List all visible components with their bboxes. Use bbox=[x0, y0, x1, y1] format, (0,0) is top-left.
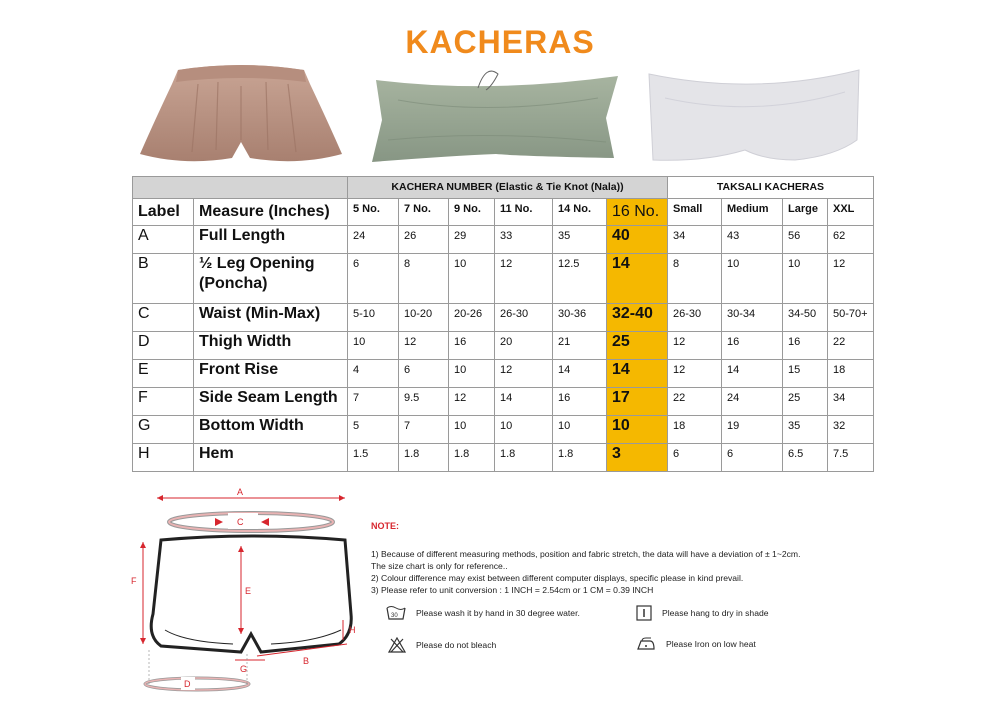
header-measure: Measure (Inches) bbox=[194, 199, 348, 226]
cell-value: 10 bbox=[722, 254, 783, 304]
row-measure-text-2: (Poncha) bbox=[199, 275, 268, 292]
care-iron-text: Please Iron on low heat bbox=[666, 639, 756, 649]
size-chart-table bbox=[132, 176, 874, 472]
row-label: D bbox=[133, 332, 194, 360]
cell-value: 12 bbox=[495, 360, 553, 388]
cell-value: 16 bbox=[553, 388, 607, 416]
table-row bbox=[133, 360, 874, 388]
cell-value: 7.5 bbox=[828, 444, 874, 472]
cell-value: 18 bbox=[828, 360, 874, 388]
cell-value: 7 bbox=[348, 388, 399, 416]
cell-value: 20-26 bbox=[449, 304, 495, 332]
diagram-label-c: C bbox=[237, 517, 244, 527]
row-label: C bbox=[133, 304, 194, 332]
cell-value: 16 bbox=[449, 332, 495, 360]
cell-value: 33 bbox=[495, 226, 553, 254]
table-group-header-row bbox=[133, 177, 874, 199]
cell-value: 6 bbox=[399, 360, 449, 388]
notes-heading: NOTE: bbox=[371, 521, 399, 531]
notes-section bbox=[371, 520, 891, 596]
cell-value: 34 bbox=[828, 388, 874, 416]
cell-value: 21 bbox=[553, 332, 607, 360]
header-size: 14 No. bbox=[553, 199, 607, 226]
group-header-kachera-number: KACHERA NUMBER (Elastic & Tie Knot (Nala)) bbox=[348, 177, 668, 199]
cell-value: 12 bbox=[828, 254, 874, 304]
cell-value: 6.5 bbox=[783, 444, 828, 472]
cell-value: 30-34 bbox=[722, 304, 783, 332]
cell-value: 10-20 bbox=[399, 304, 449, 332]
row-measure-text: Hem bbox=[199, 445, 234, 462]
cell-value: 22 bbox=[828, 332, 874, 360]
cell-value: 34 bbox=[668, 226, 722, 254]
header-size: 9 No. bbox=[449, 199, 495, 226]
row-measure-text: Side Seam Length bbox=[199, 389, 338, 406]
row-measure bbox=[194, 388, 348, 416]
cell-value: 26-30 bbox=[668, 304, 722, 332]
row-measure bbox=[194, 254, 348, 304]
cell-value: 43 bbox=[722, 226, 783, 254]
cell-value: 20 bbox=[495, 332, 553, 360]
header-size: 5 No. bbox=[348, 199, 399, 226]
cell-value: 30-36 bbox=[553, 304, 607, 332]
cell-value: 62 bbox=[828, 226, 874, 254]
cell-value: 5-10 bbox=[348, 304, 399, 332]
diagram-label-h: H bbox=[349, 625, 356, 635]
page-title: KACHERAS bbox=[405, 24, 595, 60]
cell-value: 4 bbox=[348, 360, 399, 388]
cell-highlighted: 3 bbox=[607, 444, 668, 472]
cell-value: 1.8 bbox=[495, 444, 553, 472]
cell-value: 9.5 bbox=[399, 388, 449, 416]
cell-value: 18 bbox=[668, 416, 722, 444]
cell-highlighted: 40 bbox=[607, 226, 668, 254]
cell-value: 16 bbox=[783, 332, 828, 360]
dry-in-shade-icon bbox=[636, 605, 652, 621]
header-size: Large bbox=[783, 199, 828, 226]
row-measure-text: Front Rise bbox=[199, 361, 279, 378]
cell-value: 6 bbox=[348, 254, 399, 304]
hand-wash-icon bbox=[386, 605, 406, 621]
care-wash-text: Please wash it by hand in 30 degree water. bbox=[416, 608, 580, 618]
cell-value: 14 bbox=[553, 360, 607, 388]
table-row bbox=[133, 226, 874, 254]
diagram-label-d: D bbox=[184, 679, 191, 689]
cell-value: 12 bbox=[399, 332, 449, 360]
care-bleach-text: Please do not bleach bbox=[416, 640, 497, 650]
row-label: E bbox=[133, 360, 194, 388]
cell-value: 35 bbox=[783, 416, 828, 444]
cell-value: 10 bbox=[553, 416, 607, 444]
cell-value: 25 bbox=[783, 388, 828, 416]
product-photo-white-kachera bbox=[645, 68, 865, 164]
cell-value: 24 bbox=[722, 388, 783, 416]
row-measure-text: Full Length bbox=[199, 227, 286, 244]
care-bleach bbox=[388, 637, 496, 653]
row-measure-text: Waist (Min-Max) bbox=[199, 305, 321, 322]
header-size: 11 No. bbox=[495, 199, 553, 226]
iron-low-heat-icon bbox=[636, 637, 656, 651]
cell-value: 1.8 bbox=[399, 444, 449, 472]
row-label: G bbox=[133, 416, 194, 444]
cell-value: 14 bbox=[495, 388, 553, 416]
row-measure bbox=[194, 444, 348, 472]
row-measure bbox=[194, 304, 348, 332]
svg-text:30: 30 bbox=[391, 613, 398, 619]
header-label: Label bbox=[133, 199, 194, 226]
diagram-label-e: E bbox=[245, 586, 252, 596]
cell-highlighted: 25 bbox=[607, 332, 668, 360]
row-measure-text: ½ Leg Opening bbox=[199, 255, 315, 272]
cell-value: 34-50 bbox=[783, 304, 828, 332]
row-measure bbox=[194, 226, 348, 254]
row-label: B bbox=[133, 254, 194, 304]
cell-value: 10 bbox=[449, 416, 495, 444]
cell-value: 35 bbox=[553, 226, 607, 254]
row-label: H bbox=[133, 444, 194, 472]
cell-value: 12.5 bbox=[553, 254, 607, 304]
table-row bbox=[133, 444, 874, 472]
product-photo-brown-kachera bbox=[138, 62, 344, 168]
cell-value: 10 bbox=[449, 254, 495, 304]
cell-value: 12 bbox=[495, 254, 553, 304]
cell-value: 16 bbox=[722, 332, 783, 360]
cell-value: 1.8 bbox=[553, 444, 607, 472]
care-hang-text: Please hang to dry in shade bbox=[662, 608, 769, 618]
group-header-taksali: TAKSALI KACHERAS bbox=[668, 177, 874, 199]
table-row bbox=[133, 332, 874, 360]
table-row bbox=[133, 304, 874, 332]
note-1b: The size chart is only for reference.. bbox=[371, 561, 508, 571]
cell-highlighted: 14 bbox=[607, 360, 668, 388]
cell-value: 24 bbox=[348, 226, 399, 254]
measurement-diagram bbox=[125, 484, 370, 701]
cell-value: 6 bbox=[722, 444, 783, 472]
note-3: 3) Please refer to unit conversion : 1 INCH = 2.54cm or 1 CM = 0.39 INCH bbox=[371, 585, 654, 595]
cell-value: 12 bbox=[668, 360, 722, 388]
cell-value: 32 bbox=[828, 416, 874, 444]
note-1: 1) Because of different measuring methods, position and fabric stretch, the data will have a deviation of ± 1~2cm. bbox=[371, 549, 801, 559]
product-photo-green-kachera bbox=[368, 60, 623, 170]
diagram-label-a: A bbox=[237, 487, 244, 497]
care-hang bbox=[636, 605, 769, 621]
cell-value: 1.8 bbox=[449, 444, 495, 472]
cell-value: 56 bbox=[783, 226, 828, 254]
table-header-row bbox=[133, 199, 874, 226]
row-measure bbox=[194, 416, 348, 444]
header-size-highlighted: 16 No. bbox=[607, 199, 668, 226]
cell-value: 8 bbox=[668, 254, 722, 304]
cell-value: 6 bbox=[668, 444, 722, 472]
header-size: Small bbox=[668, 199, 722, 226]
cell-value: 12 bbox=[449, 388, 495, 416]
cell-value: 19 bbox=[722, 416, 783, 444]
cell-value: 10 bbox=[495, 416, 553, 444]
care-iron bbox=[636, 637, 756, 651]
table-row bbox=[133, 388, 874, 416]
cell-value: 5 bbox=[348, 416, 399, 444]
row-measure-text: Bottom Width bbox=[199, 417, 304, 434]
cell-highlighted: 10 bbox=[607, 416, 668, 444]
cell-highlighted: 14 bbox=[607, 254, 668, 304]
header-size: XXL bbox=[828, 199, 874, 226]
cell-value: 50-70+ bbox=[828, 304, 874, 332]
row-measure bbox=[194, 360, 348, 388]
cell-value: 1.5 bbox=[348, 444, 399, 472]
header-size: Medium bbox=[722, 199, 783, 226]
cell-highlighted: 32-40 bbox=[607, 304, 668, 332]
cell-value: 29 bbox=[449, 226, 495, 254]
header-size: 7 No. bbox=[399, 199, 449, 226]
cell-value: 10 bbox=[783, 254, 828, 304]
row-measure bbox=[194, 332, 348, 360]
cell-highlighted: 17 bbox=[607, 388, 668, 416]
diagram-label-b: B bbox=[303, 656, 310, 666]
diagram-label-f: F bbox=[131, 576, 137, 586]
cell-value: 7 bbox=[399, 416, 449, 444]
cell-value: 15 bbox=[783, 360, 828, 388]
table-row bbox=[133, 416, 874, 444]
cell-value: 26-30 bbox=[495, 304, 553, 332]
cell-value: 8 bbox=[399, 254, 449, 304]
cell-value: 14 bbox=[722, 360, 783, 388]
cell-value: 10 bbox=[449, 360, 495, 388]
group-header-blank bbox=[133, 177, 348, 199]
table-row bbox=[133, 254, 874, 304]
no-bleach-icon bbox=[388, 637, 406, 653]
row-label: F bbox=[133, 388, 194, 416]
cell-value: 10 bbox=[348, 332, 399, 360]
row-measure-text: Thigh Width bbox=[199, 333, 292, 350]
diagram-label-g: G bbox=[240, 664, 248, 674]
cell-value: 12 bbox=[668, 332, 722, 360]
cell-value: 22 bbox=[668, 388, 722, 416]
row-label: A bbox=[133, 226, 194, 254]
cell-value: 26 bbox=[399, 226, 449, 254]
care-wash bbox=[386, 605, 580, 621]
note-2: 2) Colour difference may exist between different computer displays, specific please in kind prevail. bbox=[371, 573, 744, 583]
